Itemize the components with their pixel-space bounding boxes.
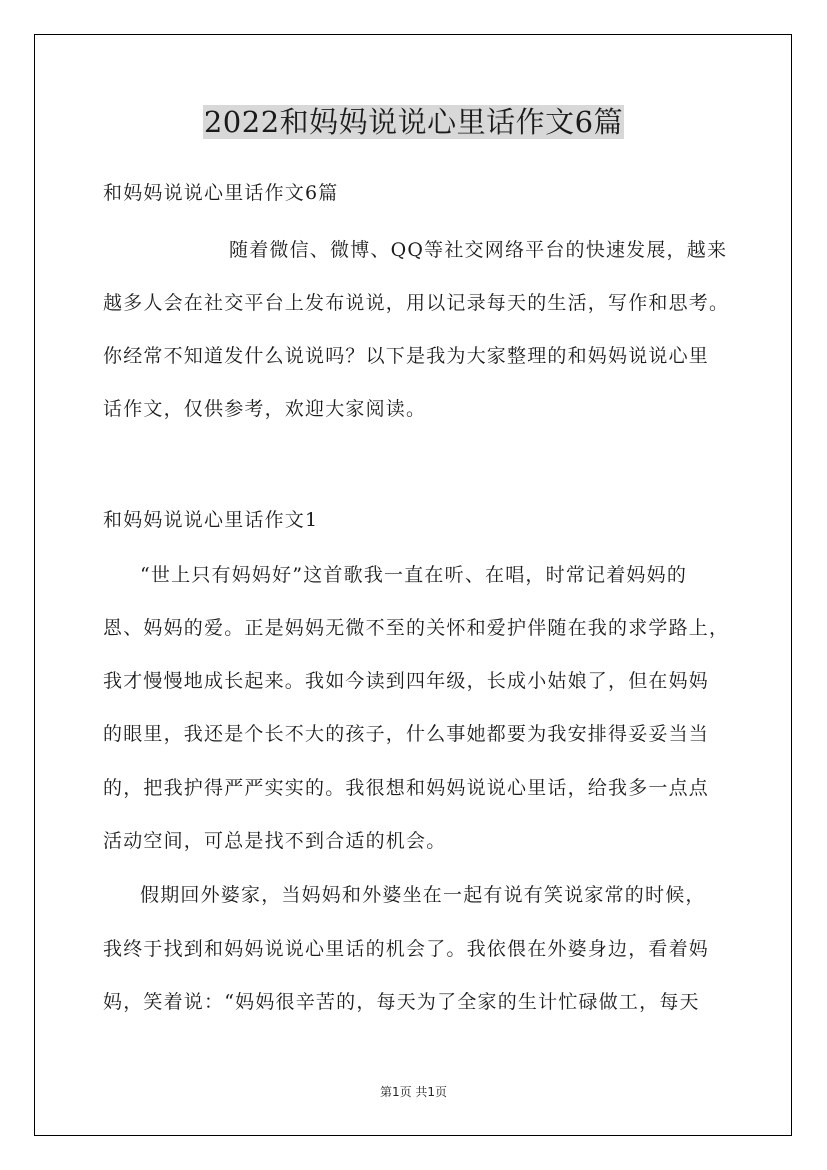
- document-title: [0, 103, 827, 141]
- paragraph1-line-5: 的，把我护得严严实实的。我很想和妈妈说说心里话，给我多一点点: [103, 777, 710, 799]
- paragraph1-line-2: 恩、妈妈的爱。正是妈妈无微不至的关怀和爱护伴随在我的求学路上，: [103, 617, 730, 639]
- paragraph1-line-6: 活动空间，可总是找不到合适的机会。: [103, 830, 447, 852]
- paragraph2-line-1: 假期回外婆家，当妈妈和外婆坐在一起有说有笑说家常的时候，: [140, 884, 706, 906]
- page-number: 第1页 共1页: [379, 1085, 448, 1099]
- paragraph1-line-3: 我才慢慢地成长起来。我如今读到四年级，长成小姑娘了，但在妈妈: [103, 670, 710, 692]
- intro-line-4: 话作文，仅供参考，欢迎大家阅读。: [103, 398, 427, 420]
- paragraph1-line-1: “世上只有妈妈好”这首歌我一直在听、在唱，时常记着妈妈的: [140, 564, 688, 586]
- document-title-text: 2022和妈妈说说心里话作文6篇: [203, 105, 624, 139]
- paragraph1-line-4: 的眼里，我还是个长不大的孩子，什么事她都要为我安排得妥妥当当: [103, 723, 710, 745]
- intro-line-3: 你经常不知道发什么说说吗？以下是我为大家整理的和妈妈说说心里: [103, 345, 710, 367]
- intro-line-2: 越多人会在社交平台上发布说说，用以记录每天的生活，写作和思考。: [103, 292, 730, 314]
- section-heading: 和妈妈说说心里话作文1: [103, 509, 319, 531]
- subtitle: 和妈妈说说心里话作文6篇: [103, 182, 339, 204]
- intro-line-1: 随着微信、微博、QQ等社交网络平台的快速发展，越来: [229, 239, 728, 261]
- paragraph2-line-2: 我终于找到和妈妈说说心里话的机会了。我依偎在外婆身边，看着妈: [103, 938, 710, 960]
- paragraph2-line-3: 妈，笑着说：“妈妈很辛苦的，每天为了全家的生计忙碌做工，每天: [103, 991, 700, 1013]
